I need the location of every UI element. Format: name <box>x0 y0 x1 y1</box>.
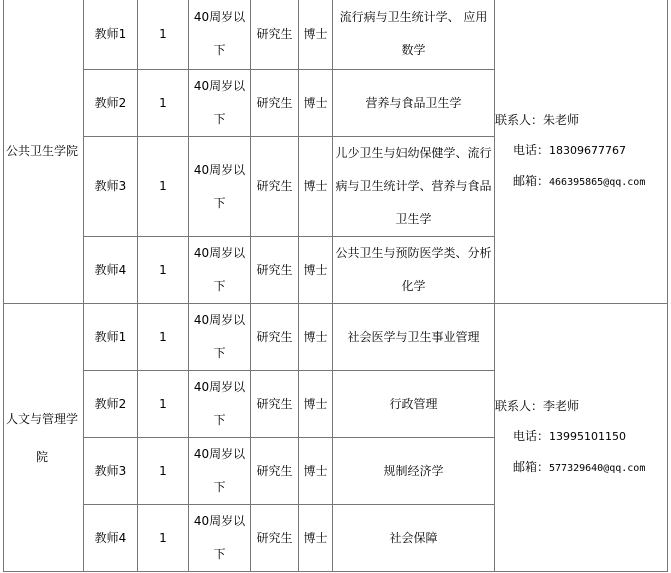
subject-cell: 儿少卫生与妇幼保健学、流行 病与卫生统计学、营养与食品 卫生学 <box>333 137 495 237</box>
education-cell: 研究生 <box>251 70 299 137</box>
table-row <box>4 304 668 371</box>
contact-person: 联系人：朱老师 <box>495 112 580 127</box>
count-cell: 1 <box>138 438 189 505</box>
count-cell: 1 <box>138 304 189 371</box>
contact-phone: 电话：13995101150 <box>513 429 626 443</box>
education-cell: 研究生 <box>251 304 299 371</box>
post-cell: 教师1 <box>84 304 138 371</box>
subject-cell: 社会医学与卫生事业管理 <box>333 304 495 371</box>
recruitment-table <box>3 0 668 572</box>
post-cell: 教师2 <box>84 371 138 438</box>
degree-cell: 博士 <box>299 0 333 70</box>
count-cell: 1 <box>138 237 189 304</box>
education-cell: 研究生 <box>251 371 299 438</box>
subject-cell: 流行病与卫生统计学、 应用 数学 <box>333 0 495 70</box>
education-cell: 研究生 <box>251 438 299 505</box>
age-cell: 40周岁以 下 <box>189 304 251 371</box>
degree-cell: 博士 <box>299 438 333 505</box>
contact-phone: 电话：18309677767 <box>513 142 626 157</box>
education-cell: 研究生 <box>251 237 299 304</box>
post-cell: 教师2 <box>84 70 138 137</box>
school-name: 公共卫生学院 <box>4 0 84 304</box>
contact-person: 联系人：李老师 <box>495 399 580 413</box>
degree-cell: 博士 <box>299 137 333 237</box>
education-cell: 研究生 <box>251 0 299 70</box>
contact-email: 邮箱：466395865@qq.com <box>513 173 646 188</box>
subject-cell: 社会保障 <box>333 505 495 572</box>
degree-cell: 博士 <box>299 505 333 572</box>
subject-cell: 公共卫生与预防医学类、分析 化学 <box>333 237 495 304</box>
table-row <box>4 0 668 70</box>
count-cell: 1 <box>138 0 189 70</box>
post-cell: 教师3 <box>84 438 138 505</box>
subject-cell: 行政管理 <box>333 371 495 438</box>
age-cell: 40周岁以 下 <box>189 137 251 237</box>
age-cell: 40周岁以 下 <box>189 237 251 304</box>
contact-email: 邮箱：577329640@qq.com <box>513 460 646 474</box>
degree-cell: 博士 <box>299 371 333 438</box>
contact-cell <box>495 0 668 304</box>
age-cell: 40周岁以 下 <box>189 371 251 438</box>
count-cell: 1 <box>138 137 189 237</box>
count-cell: 1 <box>138 371 189 438</box>
count-cell: 1 <box>138 70 189 137</box>
age-cell: 40周岁以 下 <box>189 505 251 572</box>
degree-cell: 博士 <box>299 70 333 137</box>
age-cell: 40周岁以 下 <box>189 70 251 137</box>
count-cell: 1 <box>138 505 189 572</box>
post-cell: 教师3 <box>84 137 138 237</box>
subject-cell: 营养与食品卫生学 <box>333 70 495 137</box>
subject-cell: 规制经济学 <box>333 438 495 505</box>
education-cell: 研究生 <box>251 137 299 237</box>
school-name: 人文与管理学 院 <box>4 304 84 572</box>
post-cell: 教师1 <box>84 0 138 70</box>
post-cell: 教师4 <box>84 237 138 304</box>
degree-cell: 博士 <box>299 304 333 371</box>
contact-cell <box>495 304 668 572</box>
degree-cell: 博士 <box>299 237 333 304</box>
education-cell: 研究生 <box>251 505 299 572</box>
age-cell: 40周岁以 下 <box>189 438 251 505</box>
post-cell: 教师4 <box>84 505 138 572</box>
age-cell: 40周岁以 下 <box>189 0 251 70</box>
